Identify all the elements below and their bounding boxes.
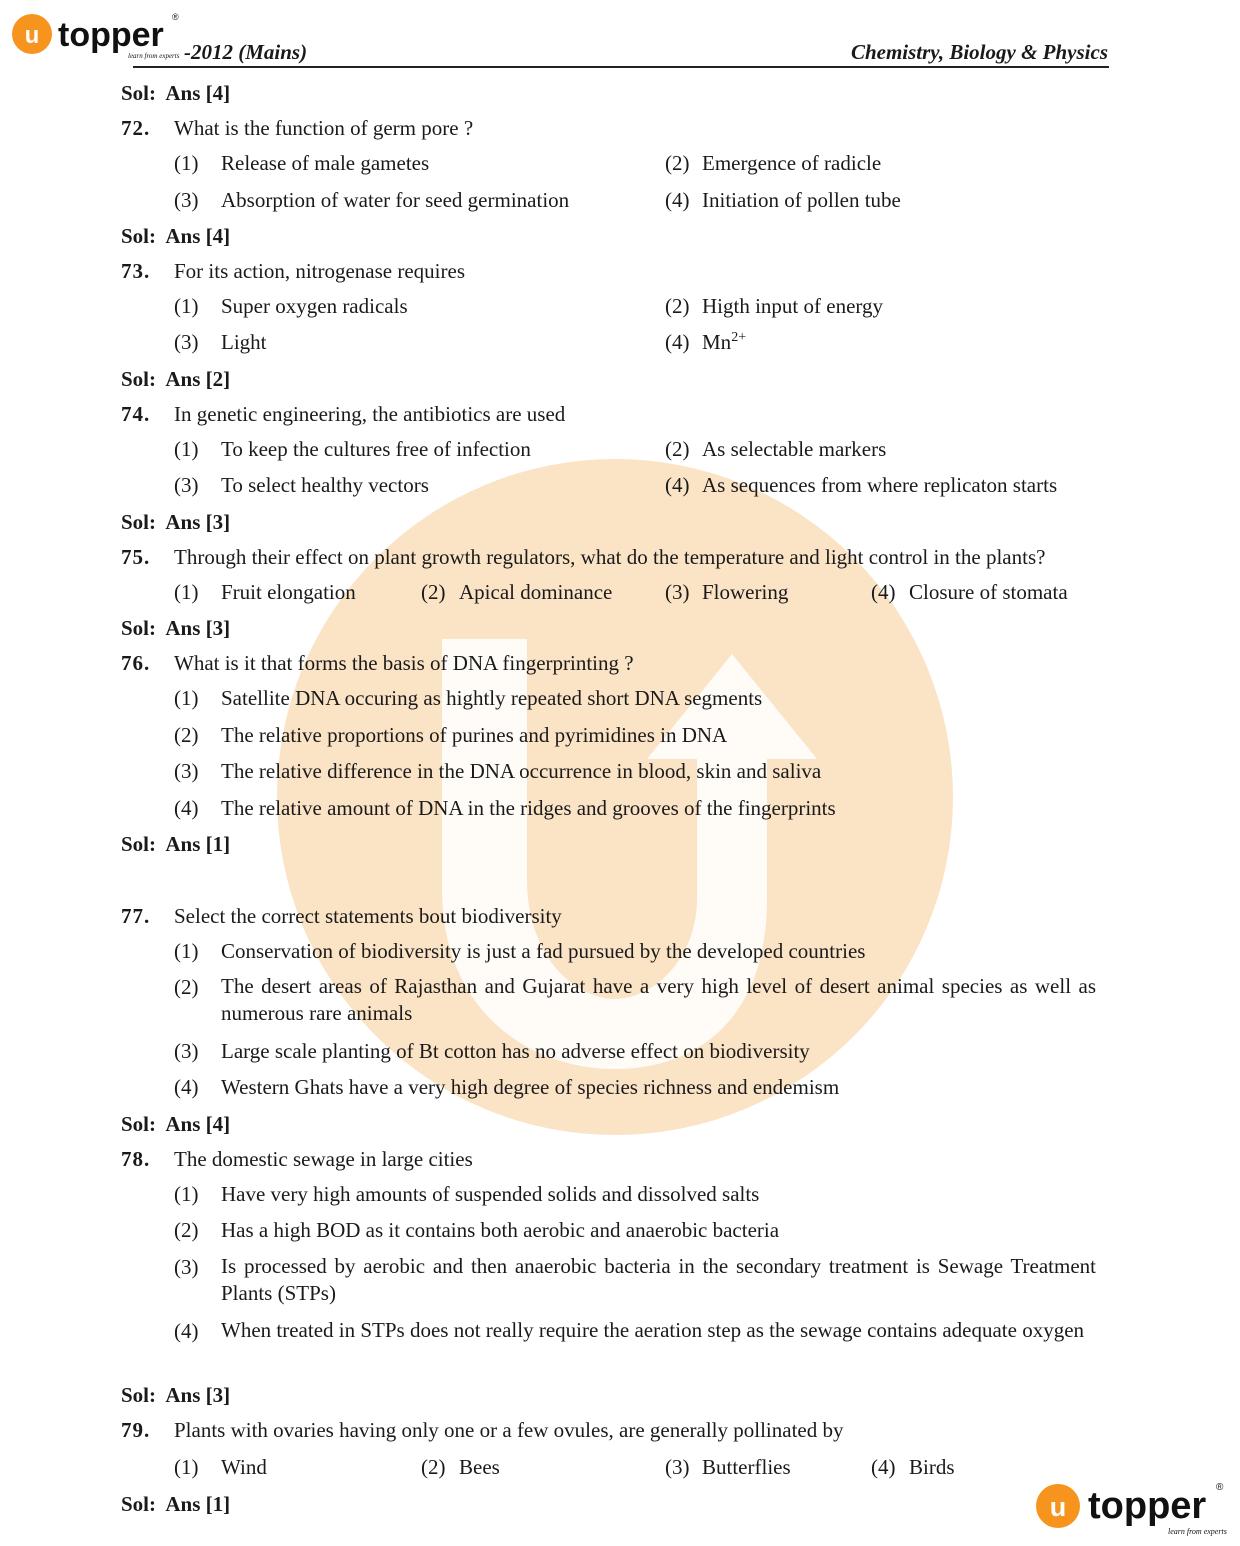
svg-text:u: u <box>24 22 40 49</box>
option-text: Large scale planting of Bt cotton has no adverse effect on biodiversity <box>221 1039 810 1063</box>
question-number: 74. <box>121 402 151 426</box>
option-text: Flowering <box>702 580 789 604</box>
option-text: Higth input of energy <box>702 294 884 318</box>
option-text: Satellite DNA occuring as hightly repeated short DNA segments <box>221 686 763 710</box>
question-number: 77. <box>121 904 151 928</box>
option-number: (3) <box>174 188 199 212</box>
option-text: Closure of stomata <box>909 580 1068 604</box>
solution-line: Sol: Ans [3] <box>121 616 231 640</box>
option-text: $Mn^{2+}$ <box>702 330 747 354</box>
option-text: Fruit elongation <box>221 580 356 604</box>
question-text: Through their effect on plant growth regulators, what do the temperature and light control in the plants? <box>174 545 1046 569</box>
option-text: The relative proportions of purines and pyrimidines in DNA <box>221 723 728 747</box>
option-text: As sequences from where replicaton starts <box>702 473 1058 497</box>
solution-line: Sol: Ans [4] <box>121 1112 231 1136</box>
option-number: (1) <box>174 294 199 318</box>
option-number: (1) <box>174 580 199 604</box>
svg-text:®: ® <box>172 12 179 22</box>
option-number: (2) <box>174 723 199 747</box>
option-number: (2) <box>174 1218 199 1242</box>
solution-line: Sol: Ans [2] <box>121 367 231 391</box>
option-number: (1) <box>174 939 199 963</box>
option-text: Initiation of pollen tube <box>702 188 901 212</box>
solution-line: Sol: Ans [4] <box>121 81 231 105</box>
superscript: 2+ <box>731 330 747 345</box>
solution-line: Sol: Ans [4] <box>121 224 231 248</box>
topper-logo <box>10 10 182 60</box>
option-number: (1) <box>174 151 199 175</box>
solution-line: Sol: Ans [1] <box>121 1492 231 1516</box>
question-text: For its action, nitrogenase requires <box>174 259 466 283</box>
option-text: Light <box>221 330 267 354</box>
option-text: Release of male gametes <box>221 151 430 175</box>
option-text: Absorption of water for seed germination <box>221 188 570 212</box>
option-text: Have very high amounts of suspended solids and dissolved salts <box>221 1182 760 1206</box>
question-text: The domestic sewage in large cities <box>174 1147 473 1171</box>
option-number: (2) <box>665 151 690 175</box>
page-header <box>0 0 1240 72</box>
option-text: Is processed by aerobic and then anaerobic bacteria in the secondary treatment is Sewage Treatment Plants (STPs) <box>221 1254 1096 1305</box>
option-number: (4) <box>174 1075 199 1099</box>
option-number: (1) <box>174 437 199 461</box>
option-number: (4) <box>871 580 896 604</box>
svg-text:learn from experts: learn from experts <box>128 52 180 60</box>
option-number: (2) <box>665 294 690 318</box>
svg-text:learn from experts: learn from experts <box>1168 1527 1227 1536</box>
option-text: Conservation of biodiversity is just a fad pursued by the developed countries <box>221 939 866 963</box>
option-text: The desert areas of Rajasthan and Gujarat have a very high level of desert animal species as well as numerous rare animals <box>221 974 1096 1025</box>
option-number: (1) <box>174 1455 199 1479</box>
question-text: What is it that forms the basis of DNA fingerprinting ? <box>174 651 634 675</box>
option-text: To keep the cultures free of infection <box>221 437 531 461</box>
option-number: (3) <box>174 1255 199 1279</box>
question-text: Select the correct statements bout biodiversity <box>174 904 562 928</box>
option-number: (2) <box>174 975 199 999</box>
option-text: Bees <box>459 1455 500 1479</box>
subject-title: Chemistry, Biology & Physics <box>850 40 1108 64</box>
option-text: Western Ghats have a very high degree of species richness and endemism <box>221 1075 840 1099</box>
option-number: (2) <box>665 437 690 461</box>
option-text: Has a high BOD as it contains both aerobic and anaerobic bacteria <box>221 1218 780 1242</box>
option-text: Wind <box>221 1455 267 1479</box>
option-number: (4) <box>871 1455 896 1479</box>
option-text: The relative amount of DNA in the ridges and grooves of the fingerprints <box>221 796 836 820</box>
option-text: The relative difference in the DNA occurrence in blood, skin and saliva <box>221 759 822 783</box>
question-number: 73. <box>121 259 151 283</box>
solution-line: Sol: Ans [1] <box>121 832 231 856</box>
svg-text:®: ® <box>1216 1482 1224 1493</box>
question-number: 79. <box>121 1418 151 1442</box>
option-number: (3) <box>174 1039 199 1063</box>
svg-text:u: u <box>1049 1492 1067 1522</box>
option-text: Apical dominance <box>459 580 613 604</box>
option-number: (4) <box>665 188 690 212</box>
header-divider <box>133 66 1109 68</box>
option-number: (3) <box>174 759 199 783</box>
option-text: Birds <box>909 1455 955 1479</box>
exam-title: -2012 (Mains) <box>184 40 308 64</box>
question-text: In genetic engineering, the antibiotics are used <box>174 402 566 426</box>
topper-logo-footer <box>1034 1478 1230 1538</box>
option-text: Super oxygen radicals <box>221 294 408 318</box>
option-number: (3) <box>174 473 199 497</box>
svg-text:topper: topper <box>58 16 164 54</box>
option-number: (4) <box>174 796 199 820</box>
option-text: As selectable markers <box>702 437 887 461</box>
solution-line: Sol: Ans [3] <box>121 1383 231 1407</box>
option-number: (3) <box>665 580 690 604</box>
question-number: 78. <box>121 1147 151 1171</box>
solution-line: Sol: Ans [3] <box>121 510 231 534</box>
option-number: (2) <box>421 1455 446 1479</box>
option-text: Emergence of radicle <box>702 151 882 175</box>
option-text: Butterflies <box>702 1455 791 1479</box>
option-number: (4) <box>665 330 690 354</box>
option-number: (1) <box>174 1182 199 1206</box>
question-number: 76. <box>121 651 151 675</box>
option-number: (2) <box>421 580 446 604</box>
option-number: (4) <box>665 473 690 497</box>
question-text: Plants with ovaries having only one or a few ovules, are generally pollinated by <box>174 1418 844 1442</box>
svg-text:topper: topper <box>1088 1485 1207 1527</box>
option-number: (4) <box>174 1319 199 1343</box>
question-number: 72. <box>121 116 151 140</box>
option-text: To select healthy vectors <box>221 473 429 497</box>
question-text: What is the function of germ pore ? <box>174 116 474 140</box>
option-text: When treated in STPs does not really require the aeration step as the sewage contains adequate oxygen <box>221 1318 1085 1342</box>
option-number: (3) <box>665 1455 690 1479</box>
option-number: (3) <box>174 330 199 354</box>
question-number: 75. <box>121 545 151 569</box>
option-number: (1) <box>174 686 199 710</box>
